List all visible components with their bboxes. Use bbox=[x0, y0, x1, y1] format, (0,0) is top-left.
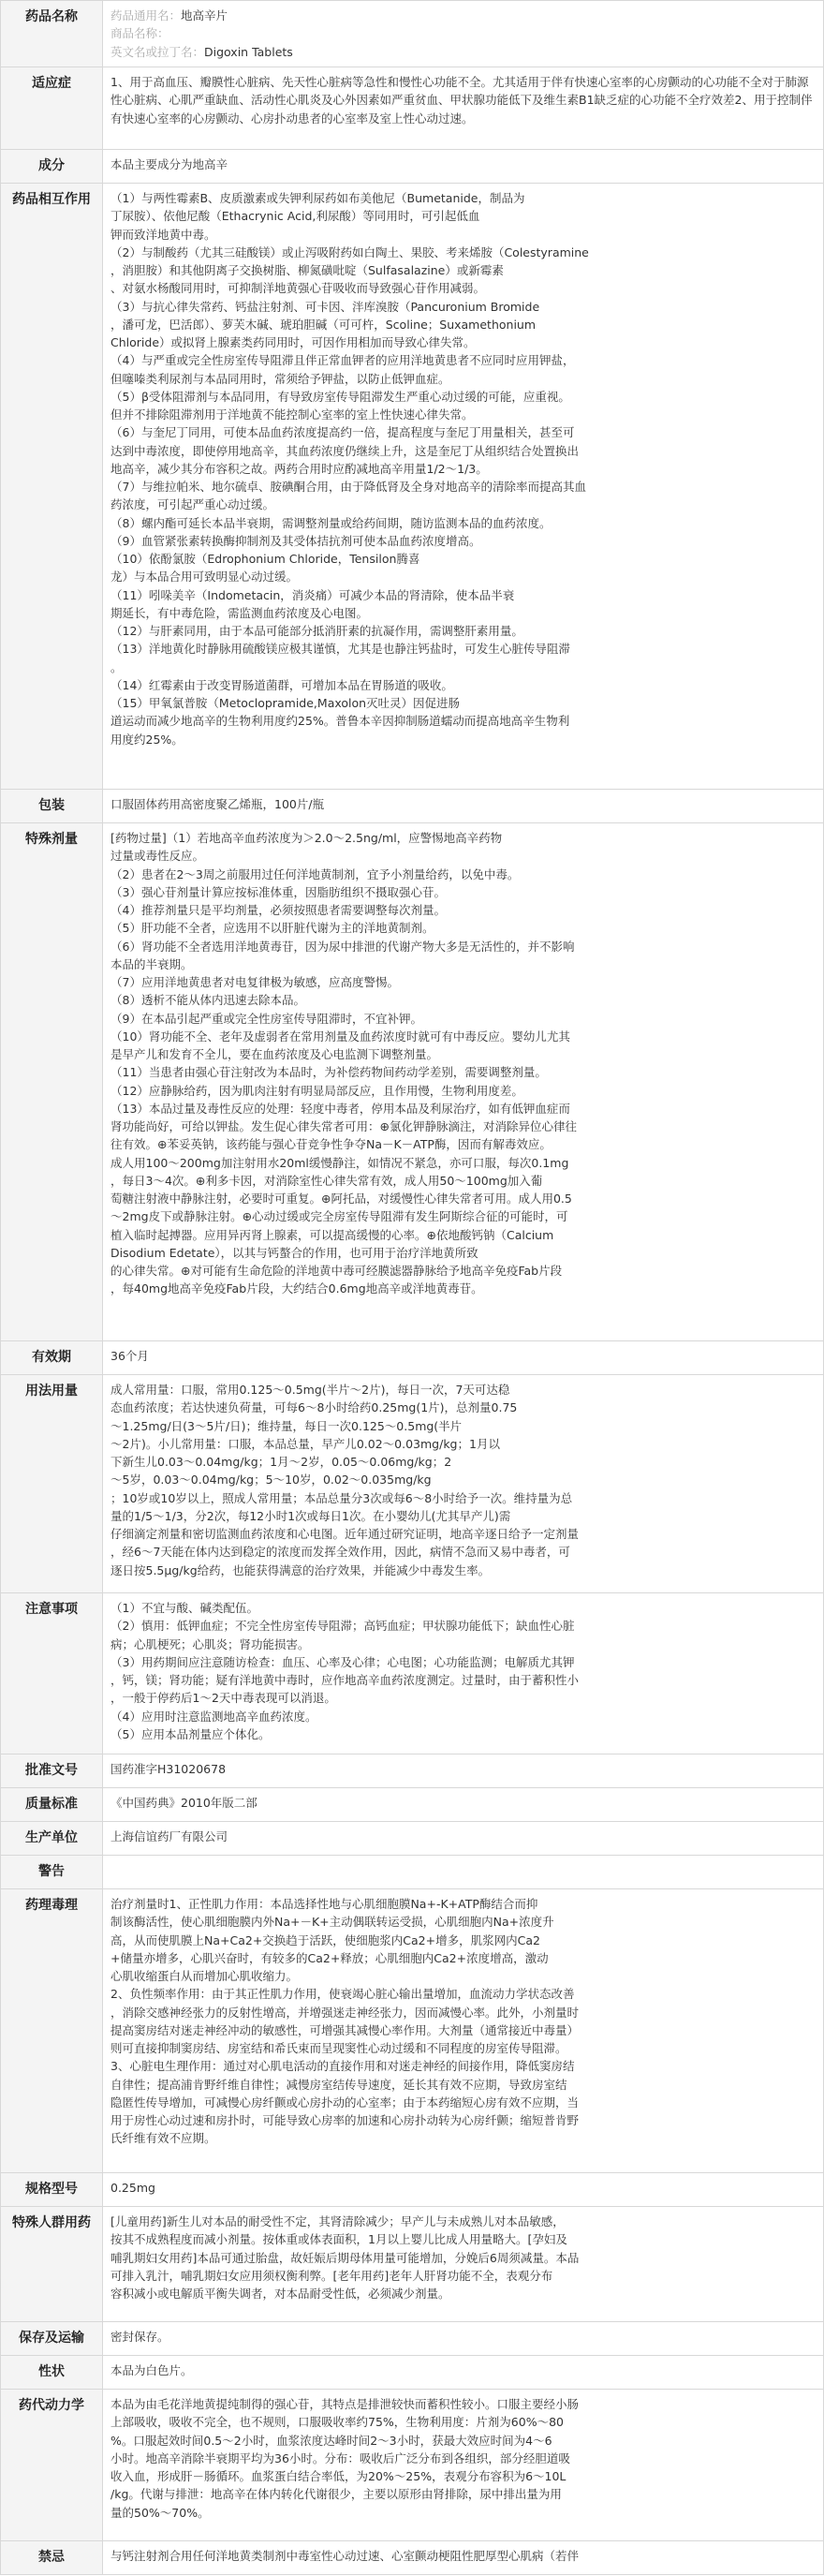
text-line: 本品的半衰期。 bbox=[110, 956, 193, 971]
storage-text: 密封保存。 bbox=[103, 2322, 824, 2356]
english-name-row bbox=[110, 43, 816, 61]
text-line: （11）吲哚美辛（Indometacin，消炎痛）可减少本品的肾清除，使本品半衰 bbox=[110, 587, 515, 602]
text-line: [儿童用药]新生儿对本品的耐受性不定，其肾清除减少；早产儿与未成熟儿对本品敏感， bbox=[110, 2214, 565, 2229]
text-line: 按其不成熟程度而减小剂量。按体重或体表面积，1月以上婴儿比成人用量略大。[孕妇及 bbox=[110, 2232, 567, 2247]
text-line: 萄糖注射液中静脉注射，必要时可重复。⊕阿托品，对缓慢性心律失常者可用。成人用0.5 bbox=[110, 1192, 572, 1207]
row-storage bbox=[1, 2322, 824, 2356]
text-line: 用度约25%。 bbox=[110, 732, 184, 747]
text-line: （13）洋地黄化时静脉用硫酸镁应极其谨慎，尤其是也静注钙盐时，可发生心脏传导阻滞 bbox=[110, 642, 570, 657]
label-package: 包装 bbox=[1, 790, 103, 823]
text-line: （12）与肝素同用，由于本品可能部分抵消肝素的抗凝作用，需调整肝素用量。 bbox=[110, 624, 523, 639]
quality-standard-text: 《中国药典》2010年版二部 bbox=[103, 1788, 824, 1822]
text-line: ，消除交感神经张力的反射性增高，并增强迷走神经张力，因而减慢心率。此外，小剂量时 bbox=[110, 2005, 580, 2020]
text-line: 3、心脏电生理作用：通过对心肌电活动的直接作用和对迷走神经的间接作用，降低窦房结 bbox=[110, 2059, 575, 2074]
text-line: 但噻嗪类利尿剂与本品同用时，常须给予钾盐，以防止低钾血症。 bbox=[110, 371, 450, 386]
text-line: +储量亦增多，心肌兴奋时，有较多的Ca2+释放；心肌细胞内Ca2+浓度增高，激动 bbox=[110, 1950, 549, 1965]
text-line: 隐匿性传导增加，可减慢心房纤颤或心房扑动的心室率；由于本药缩短心房有效不应期，当 bbox=[110, 2095, 580, 2110]
text-line: （10）依酚氯胺（Edrophonium Chloride，Tensilon腾喜 bbox=[110, 552, 420, 567]
text-line: 逐日按5.5μg/kg给药，也能获得满意的治疗效果，并能减少中毒发生率。 bbox=[110, 1562, 491, 1577]
label-pharmacokinetics: 药代动力学 bbox=[1, 2390, 103, 2541]
text-line: ，消胆胺）和其他阴离子交换树脂、柳氮磺吡啶（Sulfasalazine）或新霉素 bbox=[110, 263, 504, 278]
text-line: 提高窦房结对迷走神经冲动的敏感性，可增强其减慢心率作用。大剂量（通常接近中毒量） bbox=[110, 2022, 580, 2037]
text-line: 地高辛，减少其分布容积之故。两药合用时应酌减地高辛用量1/2～1/3。 bbox=[110, 461, 488, 476]
text-line: （6）肾功能不全者选用洋地黄毒苷，因为尿中排泄的代谢产物大多是无活性的，并不影响 bbox=[110, 939, 575, 954]
row-dosage bbox=[1, 1375, 824, 1593]
generic-name-value: 地高辛片 bbox=[181, 8, 228, 22]
text-line: 治疗剂量时1、正性肌力作用：本品选择性地与心肌细胞膜Na+-K+ATP酶结合而抑 bbox=[110, 1897, 538, 1912]
row-interactions bbox=[1, 184, 824, 790]
text-line: 达到中毒浓度，即使停用地高辛，其血药浓度仍继续上升，这是奎尼丁从组织结合处置换出 bbox=[110, 443, 580, 458]
text-line: 2、负性频率作用：由于其正性肌力作用，使衰竭心脏心输出量增加，血流动力学状态改善 bbox=[110, 1987, 575, 2002]
spec-text: 0.25mg bbox=[103, 2173, 824, 2207]
text-line: 往有效。⊕苯妥英钠，该药能与强心苷竞争性争夺Na－K－ATP酶，因而有解毒效应。 bbox=[110, 1137, 552, 1152]
text-line: （3）与抗心律失常药、钙盐注射剂、可卡因、泮库溴胺（Pancuronium Bromide bbox=[110, 299, 540, 314]
text-line: 、对氨水杨酸同用时，可抑制洋地黄强心苷吸收而导致强心苷作用减弱。 bbox=[110, 281, 486, 296]
text-line: 丁尿胺）、依他尼酸（Ethacrynic Acid,利尿酸）等同用时，可引起低血 bbox=[110, 209, 480, 224]
text-line: ～2mg皮下或静脉注射。⊕心动过缓或完全房室传导阻滞有发生阿斯综合征的可能时，可 bbox=[110, 1209, 568, 1224]
validity-text: 36个月 bbox=[103, 1341, 824, 1375]
trade-name-row bbox=[110, 24, 816, 42]
text-line: （4）与严重或完全性房室传导阻滞且伴正常血钾者的应用洋地黄患者不应同时应用钾盐， bbox=[110, 353, 575, 368]
text-line: （2）与制酸药（尤其三硅酸镁）或止泻吸附药如白陶土、果胶、考来烯胺（Colestyramine bbox=[110, 244, 589, 259]
text-line: 期延长，有中毒危险，需监测血药浓度及心电图。 bbox=[110, 605, 369, 620]
special-dosage-text bbox=[103, 823, 824, 1341]
text-line: （11）当患者由强心苷注射改为本品时，为补偿药物间药动学差别，需要调整剂量。 bbox=[110, 1065, 547, 1080]
text-line: 收入血，形成肝－肠循环。血浆蛋白结合率低，为20%～25%，表观分布容积为6～10L bbox=[110, 2469, 566, 2484]
text-line: 量的1/5～1/3，分2次，每12小时1次或每日1次。在小婴幼儿(尤其早产儿)需 bbox=[110, 1508, 511, 1523]
text-line: ～1.25mg/日(3～5片/日)；维持量，每日一次0.125～0.5mg(半片 bbox=[110, 1418, 463, 1433]
label-special-dosage: 特殊剂量 bbox=[1, 823, 103, 1341]
text-line: （8）透析不能从体内迅速去除本品。 bbox=[110, 993, 305, 1008]
dosage-text bbox=[103, 1375, 824, 1593]
precautions-text bbox=[103, 1593, 824, 1754]
label-composition: 成分 bbox=[1, 150, 103, 184]
text-line: 仔细滴定剂量和密切监测血药浓度和心电图。近年通过研究证明，地高辛逐日给予一定剂量 bbox=[110, 1527, 580, 1542]
text-line: （10）肾功能不全、老年及虚弱者在常用剂量及血药浓度时就可有中毒反应。婴幼儿尤其 bbox=[110, 1029, 570, 1044]
text-line: （4）推荐剂量只是平均剂量，必须按照患者需要调整每次剂量。 bbox=[110, 903, 446, 918]
label-contraindications: 禁忌 bbox=[1, 2541, 103, 2575]
text-line: （9）在本品引起严重或完全性房室传导阻滞时，不宜补钾。 bbox=[110, 1011, 422, 1026]
interactions-text bbox=[103, 184, 824, 790]
text-line: （1）与两性霉素B、皮质激素或失钾利尿药如布美他尼（Bumetanide，制品为 bbox=[110, 191, 525, 206]
text-line: 道运动而减少地高辛的生物利用度约25%。普鲁本辛因抑制肠道蠕动而提高地高辛生物利 bbox=[110, 714, 570, 729]
composition-text: 本品主要成分为地高辛 bbox=[103, 150, 824, 184]
label-dosage: 用法用量 bbox=[1, 1375, 103, 1593]
text-line: 自律性；提高浦肯野纤维自律性；减慢房室结传导速度，延长其有效不应期，导致房室结 bbox=[110, 2077, 567, 2092]
text-line: 的心律失常。⊕对可能有生命危险的洋地黄中毒可经膜滤器静脉给予地高辛免疫Fab片段 bbox=[110, 1264, 563, 1279]
row-indications bbox=[1, 67, 824, 150]
text-line: （2）患者在2～3周之前服用过任何洋地黄制剂，宜予小剂量给药，以免中毒。 bbox=[110, 866, 520, 881]
row-warning bbox=[1, 1856, 824, 1889]
text-line: 可排入乳汁，哺乳期妇女应用须权衡利弊。[老年用药]老年人肝肾功能不全，表观分布 bbox=[110, 2268, 553, 2283]
label-indications: 适应症 bbox=[1, 67, 103, 150]
row-validity bbox=[1, 1341, 824, 1375]
text-line: ～5岁，0.03～0.04mg/kg；5～10岁，0.02～0.035mg/kg bbox=[110, 1473, 432, 1488]
text-line: （7）与维拉帕米、地尔硫卓、胺碘酮合用，由于降低肾及全身对地高辛的清除率而提高其血 bbox=[110, 480, 586, 495]
text-line: Disodium Edetate），以其与钙螯合的作用，也可用于治疗洋地黄所致 bbox=[110, 1245, 478, 1260]
special-groups-text bbox=[103, 2207, 824, 2322]
english-name-value: Digoxin Tablets bbox=[204, 44, 293, 59]
text-line: （6）与奎尼丁同用，可使本品血药浓度提高约一倍，提高程度与奎尼丁用量相关，甚至可 bbox=[110, 425, 575, 440]
text-line: （12）应静脉给药，因为肌肉注射有明显局部反应，且作用慢，生物利用度差。 bbox=[110, 1083, 523, 1098]
pharmacology-text bbox=[103, 1889, 824, 2173]
row-quality-standard bbox=[1, 1788, 824, 1822]
text-line: 容积减小或电解质平衡失调者，对本品耐受性低，必须减少剂量。 bbox=[110, 2287, 450, 2302]
text-line: （4）应用时注意监测地高辛血药浓度。 bbox=[110, 1709, 317, 1724]
trade-name-key: 商品名称： bbox=[110, 26, 169, 41]
text-line: ，每40mg地高辛免疫Fab片段，大约结合0.6mg地高辛或洋地黄毒苷。 bbox=[110, 1281, 483, 1296]
text-line: 高，从而使肌膜上Na+Ca2+交换趋于活跃，使细胞浆内Ca2+增多，肌浆网内Ca2 bbox=[110, 1932, 540, 1947]
label-drug-name: 药品名称 bbox=[1, 1, 103, 67]
text-line: 量的50%～70%。 bbox=[110, 2505, 210, 2520]
package-text: 口服固体药用高密度聚乙烯瓶，100片/瓶 bbox=[103, 790, 824, 823]
text-line: ，经6～7天能在体内达到稳定的浓度而发挥全效作用，因此，病情不急而又易中毒者，可 bbox=[110, 1545, 570, 1560]
indications-text: 1、用于高血压、瓣膜性心脏病、先天性心脏病等急性和慢性心功能不全。尤其适用于伴有快速心室率的心房颤动的心功能不全对于肺源性心脏病、心肌严重缺血、活动性心肌炎及心外因素如严重贫血、甲状腺功能低下及维生素B1缺乏症的心功能不全疗效差2、用于控制伴有快速心室率的心房颤动、心房扑动患者的心室率及室上性心动过速。 bbox=[103, 67, 824, 150]
text-line: ；10岁或10岁以上，照成人常用量；本品总量分3次或每6～8小时给予一次。维持量为总 bbox=[110, 1490, 573, 1505]
text-line: 成人用100～200mg加注射用水20ml缓慢静注，如情况不紧急，亦可口服，每次0.1mg bbox=[110, 1155, 569, 1170]
row-approval bbox=[1, 1754, 824, 1788]
text-line: 氏纤维有效不应期。 bbox=[110, 2131, 216, 2146]
row-pharmacology bbox=[1, 1889, 824, 2173]
text-line: （2）慎用：低钾血症；不完全性房室传导阻滞；高钙血症；甲状腺功能低下；缺血性心脏 bbox=[110, 1619, 575, 1634]
text-line: 用于房性心动过速和房扑时，可能导致心房率的加速和心房扑动转为心房纤颤；缩短普肯野 bbox=[110, 2113, 580, 2128]
contraindications-text: 与钙注射剂合用任何洋地黄类制剂中毒室性心动过速、心室颤动梗阻性肥厚型心肌病（若伴 bbox=[103, 2541, 824, 2575]
pharmacokinetics-text bbox=[103, 2390, 824, 2541]
english-name-key: 英文名或拉丁名： bbox=[110, 44, 205, 59]
label-pharmacology: 药理毒理 bbox=[1, 1889, 103, 2173]
text-line: [药物过量]（1）若地高辛血药浓度为＞2.0～2.5ng/ml，应警惕地高辛药物 bbox=[110, 831, 503, 846]
label-approval: 批准文号 bbox=[1, 1754, 103, 1788]
row-drug-name bbox=[1, 1, 824, 67]
label-storage: 保存及运输 bbox=[1, 2322, 103, 2356]
text-line: 龙）与本品合用可致明显心动过缓。 bbox=[110, 570, 299, 585]
generic-name-key: 药品通用名： bbox=[110, 8, 182, 22]
label-appearance: 性状 bbox=[1, 2356, 103, 2390]
row-manufacturer bbox=[1, 1822, 824, 1856]
text-line: ～2片)。小儿常用量：口服，本品总量，早产儿0.02～0.03mg/kg；1月以 bbox=[110, 1436, 500, 1451]
text-line: （9）血管紧张素转换酶抑制剂及其受体拮抗剂可使本品血药浓度增高。 bbox=[110, 533, 481, 548]
text-line: （5）应用本品剂量应个体化。 bbox=[110, 1726, 271, 1741]
text-line: 心肌收缩蛋白从而增加心肌收缩力。 bbox=[110, 1969, 299, 1984]
row-appearance bbox=[1, 2356, 824, 2390]
manufacturer-text: 上海信谊药厂有限公司 bbox=[103, 1822, 824, 1856]
text-line: （13）本品过量及毒性反应的处理：轻度中毒者，停用本品及利尿治疗，如有低钾血症而 bbox=[110, 1101, 570, 1116]
label-interactions: 药品相互作用 bbox=[1, 184, 103, 790]
text-line: 上部吸收，吸收不完全，也不规则，口服吸收率约75%，生物利用度：片剂为60%～80 bbox=[110, 2415, 564, 2430]
text-line: Chloride）或拟肾上腺素类药同用时，可因作用相加而导致心律失常。 bbox=[110, 335, 476, 350]
text-line: （3）用药期间应注意随访检查：血压、心率及心律；心电图；心功能监测；电解质尤其钾 bbox=[110, 1654, 575, 1669]
generic-name-row bbox=[110, 7, 816, 24]
text-line: 病；心肌梗死；心肌炎；肾功能损害。 bbox=[110, 1636, 310, 1651]
text-line: 态血药浓度；若达快速负荷量，可每6～8小时给药0.25mg(1片)，总剂量0.75 bbox=[110, 1400, 518, 1415]
text-line: 哺乳期妇女用药]本品可通过胎盘，故妊娠后期母体用量可能增加，分娩后6周须减量。本品 bbox=[110, 2250, 580, 2265]
text-line: 植入临时起搏器。应用异丙肾上腺素，可以提高缓慢的心率。⊕依地酸钙钠（Calcium bbox=[110, 1227, 554, 1242]
text-line: 肾功能尚好，可给以钾盐。发生促心律失常者可用：⊕氯化钾静脉滴注，对消除异位心律往 bbox=[110, 1119, 577, 1134]
text-line: （7）应用洋地黄患者对电复律极为敏感，应高度警惕。 bbox=[110, 975, 399, 990]
row-contraindications bbox=[1, 2541, 824, 2575]
row-special-groups bbox=[1, 2207, 824, 2322]
warning-text bbox=[103, 1856, 824, 1889]
row-special-dosage bbox=[1, 823, 824, 1341]
text-line: 成人常用量：口服，常用0.125～0.5mg(半片～2片)，每日一次，7天可达稳 bbox=[110, 1383, 510, 1398]
label-validity: 有效期 bbox=[1, 1341, 103, 1375]
text-line: （5）肝功能不全者，应选用不以肝脏代谢为主的洋地黄制剂。 bbox=[110, 921, 434, 936]
row-spec bbox=[1, 2173, 824, 2207]
text-line: （15）甲氧氯普胺（Metoclopramide,Maxolon灭吐灵）因促进肠 bbox=[110, 696, 461, 711]
text-line: （14）红霉素由于改变胃肠道菌群，可增加本品在胃肠道的吸收。 bbox=[110, 677, 453, 692]
approval-text: 国药准字H31020678 bbox=[103, 1754, 824, 1788]
text-line: 则可直接抑制窦房结、房室结和希氏束而呈现窦性心动过缓和不同程度的房室传导阻滞。 bbox=[110, 2041, 567, 2056]
label-warning: 警告 bbox=[1, 1856, 103, 1889]
text-line: （5）β受体阻滞剂与本品同用，有导致房室传导阻滞发生严重心动过缓的可能，应重视。 bbox=[110, 389, 570, 404]
label-manufacturer: 生产单位 bbox=[1, 1822, 103, 1856]
text-line: 钾而致洋地黄中毒。 bbox=[110, 227, 216, 242]
text-line: %。口服起效时间0.5～2小时，血浆浓度达峰时间2～3小时，获最大效应时间为4～6 bbox=[110, 2433, 552, 2448]
text-line: 小时。地高辛消除半衰期平均为36小时。分布：吸收后广泛分布到各组织，部分经胆道吸 bbox=[110, 2450, 570, 2465]
text-line: （1）不宜与酸、碱类配伍。 bbox=[110, 1601, 258, 1616]
text-line: ，每日3～4次。⊕利多卡因，对消除室性心律失常有效，成人用50～100mg加入葡 bbox=[110, 1173, 543, 1188]
label-spec: 规格型号 bbox=[1, 2173, 103, 2207]
text-line: （8）螺内酯可延长本品半衰期，需调整剂量或给药间期，随访监测本品的血药浓度。 bbox=[110, 515, 552, 530]
text-line: 。 bbox=[110, 659, 123, 674]
label-special-groups: 特殊人群用药 bbox=[1, 2207, 103, 2322]
label-precautions: 注意事项 bbox=[1, 1593, 103, 1754]
text-line: ，钙，镁；肾功能；疑有洋地黄中毒时，应作地高辛血药浓度测定。过量时，由于蓄积性小 bbox=[110, 1673, 580, 1688]
label-quality-standard: 质量标准 bbox=[1, 1788, 103, 1822]
drug-name-values bbox=[103, 1, 824, 67]
text-line: 本品为由毛花洋地黄提纯制得的强心苷，其特点是排泄较快而蓄积性较小。口服主要经小肠 bbox=[110, 2397, 580, 2412]
appearance-text: 本品为白色片。 bbox=[103, 2356, 824, 2390]
row-package bbox=[1, 790, 824, 823]
text-line: （3）强心苷剂量计算应按标准体重，因脂肪组织不摄取强心苷。 bbox=[110, 884, 446, 899]
text-line: 是早产儿和发育不全儿，要在血药浓度及心电监测下调整剂量。 bbox=[110, 1047, 439, 1062]
row-precautions bbox=[1, 1593, 824, 1754]
text-line: 过量或毒性反应。 bbox=[110, 849, 205, 864]
row-composition bbox=[1, 150, 824, 184]
text-line: 但并不排除阻滞剂用于洋地黄不能控制心室率的室上性快速心律失常。 bbox=[110, 407, 474, 422]
text-line: 制该酶活性，使心肌细胞膜内外Na+－K+主动偶联转运受损，心肌细胞内Na+浓度升 bbox=[110, 1915, 554, 1930]
text-line: 药浓度，可引起严重心动过缓。 bbox=[110, 497, 275, 512]
text-line: ，潘可龙，巴活郎）、萝芙木碱、琥珀胆碱（可可杵，Scoline；Suxamethonium bbox=[110, 317, 537, 332]
row-pharmacokinetics bbox=[1, 2390, 824, 2541]
text-line: ，一般于停药后1～2天中毒表现可以消退。 bbox=[110, 1691, 336, 1706]
text-line: /kg。代谢与排泄：地高辛在体内转化代谢很少，主要以原形由肾排除，尿中排出量为用 bbox=[110, 2487, 562, 2502]
text-line: 下新生儿0.03～0.04mg/kg；1月～2岁，0.05～0.06mg/kg；2 bbox=[110, 1455, 452, 1470]
